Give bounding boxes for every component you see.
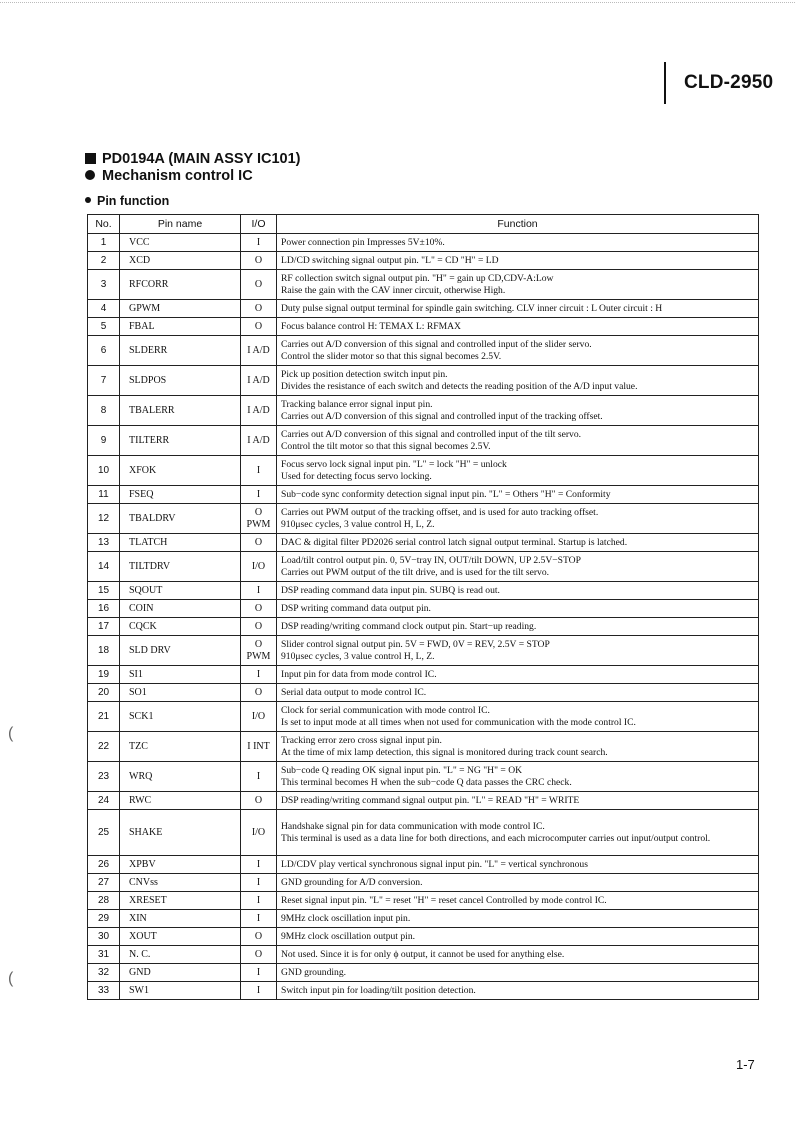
function-line: Carries out A/D conversion of this signal and controlled input of the slider servo. <box>281 338 592 350</box>
pin-name: SO1 <box>120 684 241 702</box>
table-row <box>88 270 759 300</box>
pin-number: 30 <box>88 928 120 946</box>
table-row <box>88 366 759 396</box>
pin-name: GPWM <box>120 300 241 318</box>
pin-name: SCK1 <box>120 702 241 732</box>
pin-name: XFOK <box>120 456 241 486</box>
pin-function <box>277 552 759 582</box>
function-line: Focus balance control H: TEMAX L: RFMAX <box>281 320 461 332</box>
pin-number: 8 <box>88 396 120 426</box>
pin-name: SLDPOS <box>120 366 241 396</box>
pin-io: I A/D <box>241 366 277 396</box>
pin-io: O <box>241 684 277 702</box>
pin-function <box>277 946 759 964</box>
pin-name: TILTERR <box>120 426 241 456</box>
table-row <box>88 928 759 946</box>
function-line: Tracking balance error signal input pin. <box>281 398 433 410</box>
pin-io: I <box>241 910 277 928</box>
pin-function <box>277 910 759 928</box>
function-line: At the time of mix lamp detection, this signal is monitored during track count search. <box>281 746 608 758</box>
small-bullet-icon <box>85 197 91 203</box>
bullet-icon <box>85 170 95 180</box>
table-row <box>88 636 759 666</box>
pin-number: 4 <box>88 300 120 318</box>
pin-io: I/O <box>241 702 277 732</box>
pin-io: O <box>241 300 277 318</box>
pin-function <box>277 396 759 426</box>
pin-function <box>277 964 759 982</box>
pin-name: N. C. <box>120 946 241 964</box>
pin-name: GND <box>120 964 241 982</box>
pin-number: 21 <box>88 702 120 732</box>
function-line: Clock for serial communication with mode control IC. <box>281 704 490 716</box>
pin-function <box>277 252 759 270</box>
pin-io: I A/D <box>241 426 277 456</box>
pin-name: XOUT <box>120 928 241 946</box>
table-row <box>88 666 759 684</box>
function-line: GND grounding. <box>281 966 347 978</box>
pin-name: SLDERR <box>120 336 241 366</box>
table-row <box>88 552 759 582</box>
pin-name: SHAKE <box>120 810 241 856</box>
function-line: Raise the gain with the CAV inner circuit, otherwise High. <box>281 284 506 296</box>
function-line: Duty pulse signal output terminal for spindle gain switching. CLV inner circuit : L Outer circuit : H <box>281 302 663 314</box>
function-line: Power connection pin Impresses 5V±10%. <box>281 236 445 248</box>
pin-number: 33 <box>88 982 120 1000</box>
pin-number: 3 <box>88 270 120 300</box>
function-line: Reset signal input pin. "L" = reset "H" = reset cancel Controlled by mode control IC. <box>281 894 607 906</box>
pin-number: 12 <box>88 504 120 534</box>
page-number: 1-7 <box>736 1057 755 1072</box>
pin-function <box>277 892 759 910</box>
function-line: Pick up position detection switch input pin. <box>281 368 448 380</box>
table-row <box>88 456 759 486</box>
pin-function <box>277 300 759 318</box>
pin-function <box>277 618 759 636</box>
pin-function <box>277 928 759 946</box>
table-row <box>88 300 759 318</box>
pin-number: 24 <box>88 792 120 810</box>
pin-number: 17 <box>88 618 120 636</box>
model-divider <box>664 62 666 104</box>
table-row <box>88 504 759 534</box>
table-row <box>88 946 759 964</box>
function-line: Focus servo lock signal input pin. "L" = lock "H" = unlock <box>281 458 507 470</box>
pin-function <box>277 666 759 684</box>
pin-number: 7 <box>88 366 120 396</box>
pin-number: 25 <box>88 810 120 856</box>
table-row <box>88 684 759 702</box>
pin-function <box>277 636 759 666</box>
function-line: Is set to input mode at all times when not used for communication with the mode control IC. <box>281 716 636 728</box>
pin-function <box>277 486 759 504</box>
function-line: 9MHz clock oscillation output pin. <box>281 930 416 942</box>
pin-number: 22 <box>88 732 120 762</box>
pin-name: TBALDRV <box>120 504 241 534</box>
pin-name: SI1 <box>120 666 241 684</box>
pin-number: 29 <box>88 910 120 928</box>
function-line: LD/CDV play vertical synchronous signal input pin. "L" = vertical synchronous <box>281 858 588 870</box>
table-row <box>88 856 759 874</box>
square-bullet-icon <box>85 153 96 164</box>
pin-io: O <box>241 534 277 552</box>
pin-function <box>277 874 759 892</box>
function-line: This terminal becomes H when the sub−code Q data passes the CRC check. <box>281 776 572 788</box>
pin-number: 15 <box>88 582 120 600</box>
function-line: RF collection switch signal output pin. "H" = gain up CD,CDV-A:Low <box>281 272 554 284</box>
pin-name: COIN <box>120 600 241 618</box>
section-title-text: PD0194A (MAIN ASSY IC101) <box>102 151 301 167</box>
pin-name: TZC <box>120 732 241 762</box>
function-line: This terminal is used as a data line for both directions, and each microcomputer carries out input/output control. <box>281 832 711 844</box>
table-row <box>88 600 759 618</box>
function-line: Sub−code sync conformity detection signal input pin. "L" = Others "H" = Conformity <box>281 488 611 500</box>
pin-io: O <box>241 618 277 636</box>
section-subtitle-text: Mechanism control IC <box>102 168 253 184</box>
pin-name: TBALERR <box>120 396 241 426</box>
pin-io: O <box>241 600 277 618</box>
pin-function <box>277 792 759 810</box>
pin-number: 13 <box>88 534 120 552</box>
pin-number: 19 <box>88 666 120 684</box>
pin-io: I <box>241 666 277 684</box>
header-function: Function <box>277 215 759 234</box>
pin-name: CNVss <box>120 874 241 892</box>
pin-number: 9 <box>88 426 120 456</box>
pin-io: I <box>241 856 277 874</box>
table-row <box>88 234 759 252</box>
pin-function-table <box>87 214 759 1000</box>
function-line: DSP reading/writing command signal output pin. "L" = READ "H" = WRITE <box>281 794 580 806</box>
pin-function <box>277 702 759 732</box>
pin-number: 16 <box>88 600 120 618</box>
pin-io: O <box>241 946 277 964</box>
pin-function <box>277 534 759 552</box>
table-row <box>88 702 759 732</box>
pin-function <box>277 366 759 396</box>
table-row <box>88 892 759 910</box>
pin-name: FBAL <box>120 318 241 336</box>
function-line: 9MHz clock oscillation input pin. <box>281 912 411 924</box>
pin-name: RFCORR <box>120 270 241 300</box>
table-row <box>88 874 759 892</box>
pin-io: I <box>241 892 277 910</box>
table-row <box>88 582 759 600</box>
function-line: Not used. Since it is for only ϕ output, it cannot be used for anything else. <box>281 948 565 960</box>
table-row <box>88 426 759 456</box>
function-line: DSP reading command data input pin. SUBQ is read out. <box>281 584 500 596</box>
table-row <box>88 910 759 928</box>
pin-number: 10 <box>88 456 120 486</box>
table-row <box>88 964 759 982</box>
function-line: DAC & digital filter PD2026 serial control latch signal output terminal. Startup is latched. <box>281 536 628 548</box>
pin-name: VCC <box>120 234 241 252</box>
pin-function <box>277 318 759 336</box>
pin-name: RWC <box>120 792 241 810</box>
pin-number: 31 <box>88 946 120 964</box>
table-body <box>88 234 759 1000</box>
table-row <box>88 318 759 336</box>
pin-io: I A/D <box>241 336 277 366</box>
pin-function <box>277 762 759 792</box>
sub-heading-text: Pin function <box>97 194 170 208</box>
table-header-row <box>88 215 759 234</box>
pin-function <box>277 732 759 762</box>
pin-io: I <box>241 582 277 600</box>
table-row <box>88 762 759 792</box>
pin-io: I <box>241 982 277 1000</box>
section-title <box>85 151 301 167</box>
pin-function <box>277 600 759 618</box>
pin-name: SW1 <box>120 982 241 1000</box>
pin-function <box>277 504 759 534</box>
table-row <box>88 982 759 1000</box>
function-line: Load/tilt control output pin. 0, 5V−tray IN, OUT/tilt DOWN, UP 2.5V−STOP <box>281 554 581 566</box>
pin-name: XIN <box>120 910 241 928</box>
function-line: Slider control signal output pin. 5V = FWD, 0V = REV, 2.5V = STOP <box>281 638 550 650</box>
pin-io: O PWM <box>241 636 277 666</box>
function-line: Sub−code Q reading OK signal input pin. "L" = NG "H" = OK <box>281 764 523 776</box>
pin-name: SLD DRV <box>120 636 241 666</box>
function-line: Carries out PWM output of the tracking offset, and is used for auto tracking offset. <box>281 506 599 518</box>
pin-name: TILTDRV <box>120 552 241 582</box>
function-line: GND grounding for A/D conversion. <box>281 876 423 888</box>
pin-io: O <box>241 928 277 946</box>
pin-function <box>277 456 759 486</box>
pin-io: I A/D <box>241 396 277 426</box>
top-rule <box>0 2 795 3</box>
pin-number: 2 <box>88 252 120 270</box>
pin-io: O <box>241 792 277 810</box>
pin-name: SQOUT <box>120 582 241 600</box>
function-line: Control the slider motor so that this signal becomes 2.5V. <box>281 350 502 362</box>
pin-number: 6 <box>88 336 120 366</box>
function-line: Used for detecting focus servo locking. <box>281 470 432 482</box>
header-pin-name: Pin name <box>120 215 241 234</box>
pin-name: TLATCH <box>120 534 241 552</box>
function-line: DSP reading/writing command clock output pin. Start−up reading. <box>281 620 537 632</box>
function-line: Carries out A/D conversion of this signal and controlled input of the tracking offset. <box>281 410 603 422</box>
table-row <box>88 792 759 810</box>
pin-name: WRQ <box>120 762 241 792</box>
function-line: Divides the resistance of each switch and detects the reading position of the A/D input value. <box>281 380 638 392</box>
pin-io: I <box>241 234 277 252</box>
pin-io: O <box>241 318 277 336</box>
table-row <box>88 336 759 366</box>
table-row <box>88 252 759 270</box>
function-line: DSP writing command data output pin. <box>281 602 431 614</box>
table-row <box>88 396 759 426</box>
pin-number: 11 <box>88 486 120 504</box>
table-row <box>88 534 759 552</box>
function-line: Carries out A/D conversion of this signal and controlled input of the tilt servo. <box>281 428 582 440</box>
table-row <box>88 486 759 504</box>
header-no: No. <box>88 215 120 234</box>
function-line: Control the tilt motor so that this signal becomes 2.5V. <box>281 440 491 452</box>
pin-name: XCD <box>120 252 241 270</box>
function-line: Serial data output to mode control IC. <box>281 686 427 698</box>
function-line: 910μsec cycles, 3 value control H, L, Z. <box>281 650 435 662</box>
pin-number: 23 <box>88 762 120 792</box>
header-io: I/O <box>241 215 277 234</box>
pin-function <box>277 582 759 600</box>
pin-function <box>277 234 759 252</box>
function-line: LD/CD switching signal output pin. "L" = CD "H" = LD <box>281 254 499 266</box>
pin-io: I/O <box>241 810 277 856</box>
table-row <box>88 732 759 762</box>
section-subtitle <box>85 168 253 184</box>
pin-io: O PWM <box>241 504 277 534</box>
margin-mark: ( <box>8 970 14 987</box>
pin-io: O <box>241 252 277 270</box>
pin-name: CQCK <box>120 618 241 636</box>
pin-number: 28 <box>88 892 120 910</box>
function-line: Handshake signal pin for data communication with mode control IC. <box>281 820 545 832</box>
pin-function <box>277 856 759 874</box>
function-line: Input pin for data from mode control IC. <box>281 668 437 680</box>
pin-number: 1 <box>88 234 120 252</box>
pin-number: 14 <box>88 552 120 582</box>
table-row <box>88 810 759 856</box>
pin-io: I/O <box>241 552 277 582</box>
pin-function <box>277 684 759 702</box>
pin-number: 26 <box>88 856 120 874</box>
function-line: Carries out PWM output of the tilt drive, and is used for the tilt servo. <box>281 566 550 578</box>
pin-io: I <box>241 456 277 486</box>
pin-name: FSEQ <box>120 486 241 504</box>
pin-number: 20 <box>88 684 120 702</box>
pin-function <box>277 810 759 856</box>
pin-io: O <box>241 270 277 300</box>
pin-io: I <box>241 486 277 504</box>
margin-mark: ( <box>8 725 14 742</box>
pin-function <box>277 270 759 300</box>
model-number: CLD-2950 <box>684 72 774 93</box>
function-line: Switch input pin for loading/tilt position detection. <box>281 984 476 996</box>
pin-name: XRESET <box>120 892 241 910</box>
pin-io: I INT <box>241 732 277 762</box>
pin-io: I <box>241 964 277 982</box>
pin-number: 5 <box>88 318 120 336</box>
pin-io: I <box>241 874 277 892</box>
pin-io: I <box>241 762 277 792</box>
function-line: 910μsec cycles, 3 value control H, L, Z. <box>281 518 435 530</box>
pin-function <box>277 982 759 1000</box>
function-line: Tracking error zero cross signal input pin. <box>281 734 442 746</box>
pin-function <box>277 336 759 366</box>
pin-number: 18 <box>88 636 120 666</box>
table-row <box>88 618 759 636</box>
pin-name: XPBV <box>120 856 241 874</box>
pin-number: 32 <box>88 964 120 982</box>
pin-number: 27 <box>88 874 120 892</box>
pin-function <box>277 426 759 456</box>
sub-heading <box>85 194 169 208</box>
